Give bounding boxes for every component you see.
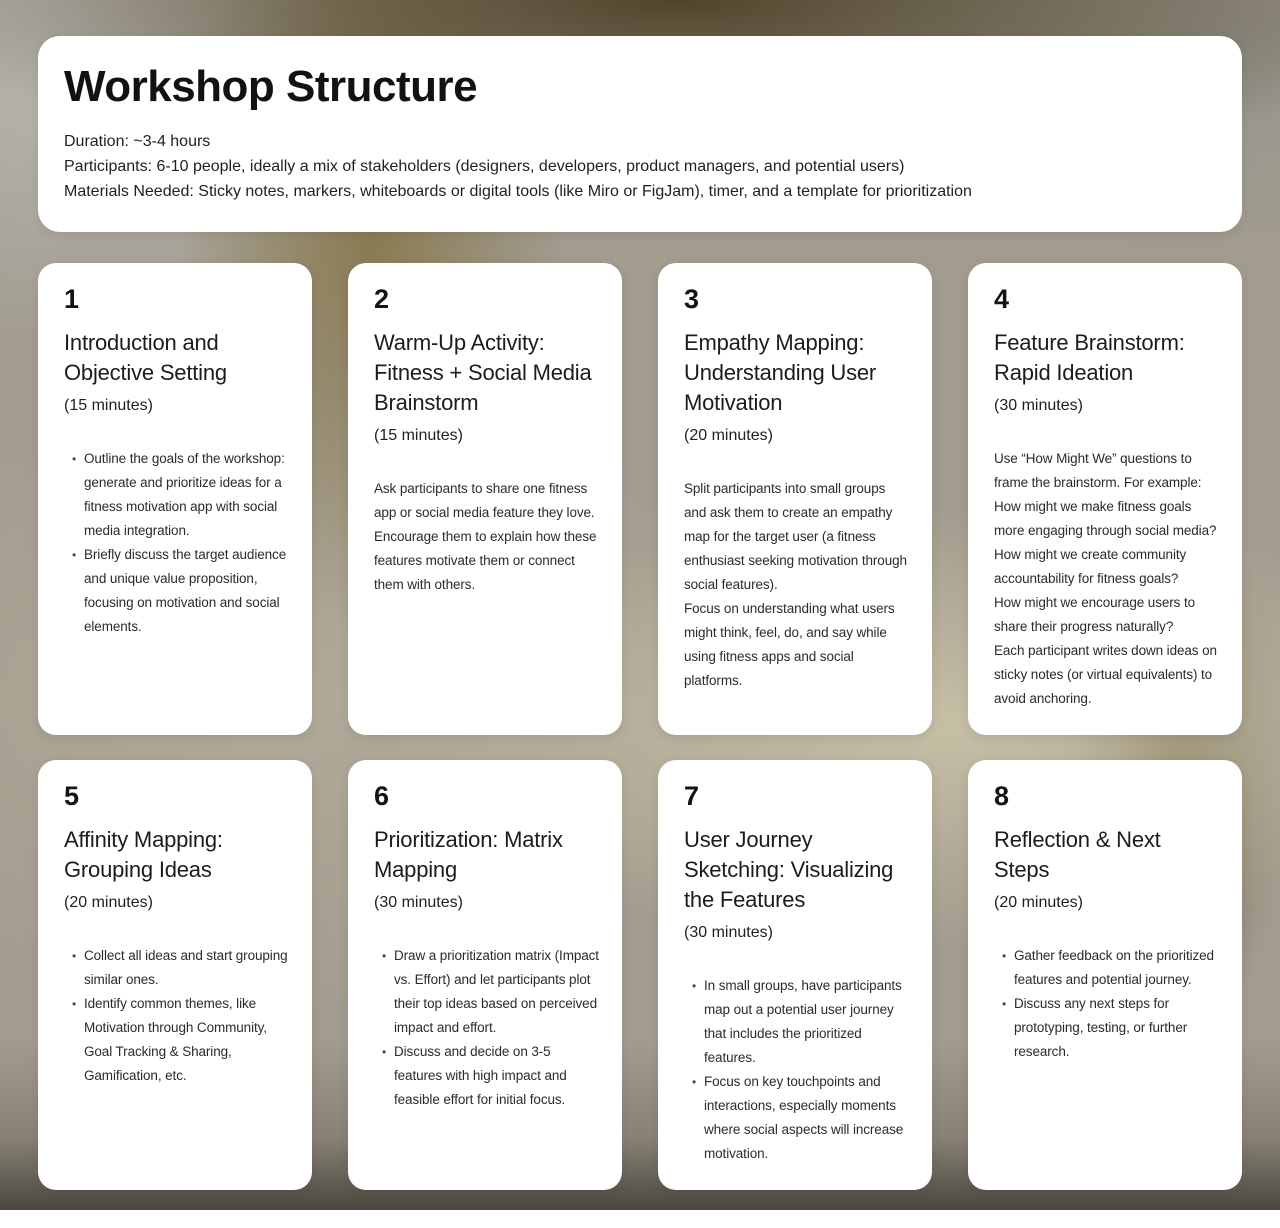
step-number: 7 — [684, 780, 700, 811]
step-title: Empathy Mapping: Understanding User Motivation — [684, 329, 877, 415]
steps-grid — [38, 263, 1242, 1189]
bullet-item: • In small groups, have participants map out a potential user journey that includes the prioritized features. — [692, 974, 910, 1070]
step-title: Warm-Up Activity: Fitness + Social Media Brainstorm — [374, 329, 592, 415]
step-bullet-list — [374, 944, 600, 1112]
step-bullet-list — [64, 447, 290, 639]
step-bullet-list — [64, 944, 290, 1088]
step-duration: (20 minutes) — [64, 893, 153, 911]
description-paragraph: How might we encourage users to share their progress naturally? — [994, 594, 1196, 634]
step-number: 2 — [374, 284, 390, 315]
step-number: 5 — [64, 780, 80, 811]
step-title: Feature Brainstorm: Rapid Ideation — [994, 329, 1185, 385]
description-paragraph: How might we create community accountability for fitness goals? — [994, 546, 1187, 586]
step-duration: (20 minutes) — [684, 426, 773, 444]
step-description — [374, 477, 600, 597]
step-description — [994, 447, 1220, 711]
bullet-item: • Briefly discuss the target audience and unique value proposition, focusing on motivation and social elements. — [72, 543, 290, 639]
bullet-item: • Focus on key touchpoints and interactions, especially moments where social aspects will increase motivation. — [692, 1070, 910, 1166]
bullet-item: • Discuss and decide on 3-5 features with high impact and feasible effort for initial focus. — [382, 1040, 600, 1112]
meta-duration: Duration: ~3-4 hours — [64, 133, 211, 151]
step-card-5 — [38, 760, 312, 1190]
bullet-item: • Collect all ideas and start grouping similar ones. — [72, 944, 290, 992]
meta-materials: Materials Needed: Sticky notes, markers, whiteboards or digital tools (like Miro or FigJam), timer, and a template for prioritization — [64, 183, 972, 201]
meta-participants: Participants: 6-10 people, ideally a mix of stakeholders (designers, developers, product managers, and potential users) — [64, 158, 905, 176]
description-paragraph: Ask participants to share one fitness app or social media feature they love. Encourage them to explain how these features motivate them or connect them with others. — [374, 480, 597, 592]
step-bullet-list — [994, 944, 1220, 1064]
description-paragraph: Use “How Might We” questions to frame the brainstorm. For example: — [994, 450, 1202, 490]
step-duration: (30 minutes) — [374, 893, 463, 911]
description-paragraph: Each participant writes down ideas on sticky notes (or virtual equivalents) to avoid anchoring. — [994, 642, 1217, 706]
bullet-item: • Outline the goals of the workshop: generate and prioritize ideas for a fitness motivation app with social media integration. — [72, 447, 290, 543]
bullet-item: • Draw a prioritization matrix (Impact vs. Effort) and let participants plot their top ideas based on perceived impact and effort. — [382, 944, 600, 1040]
step-title: User Journey Sketching: Visualizing the Features — [684, 826, 894, 912]
step-bullet-list — [684, 974, 910, 1166]
step-card-8 — [968, 760, 1242, 1190]
bullet-item: • Identify common themes, like Motivation through Community, Goal Tracking & Sharing, Gamification, etc. — [72, 992, 290, 1088]
step-title: Introduction and Objective Setting — [64, 329, 227, 385]
description-paragraph: How might we make fitness goals more engaging through social media? — [994, 498, 1217, 538]
step-card-2 — [348, 263, 622, 735]
step-card-6 — [348, 760, 622, 1190]
step-description — [684, 477, 910, 693]
step-title: Reflection & Next Steps — [994, 826, 1161, 882]
bullet-item: • Discuss any next steps for prototyping, testing, or further research. — [1002, 992, 1220, 1064]
step-number: 8 — [994, 780, 1010, 811]
description-paragraph: Focus on understanding what users might think, feel, do, and say while using fitness apps and social platforms. — [684, 600, 895, 688]
page-title: Workshop Structure — [64, 62, 478, 111]
step-card-3 — [658, 263, 932, 735]
step-duration: (30 minutes) — [994, 396, 1083, 414]
description-paragraph: Split participants into small groups and ask them to create an empathy map for the target user (a fitness enthusiast seeking motivation through social features). — [684, 480, 907, 592]
step-card-1 — [38, 263, 312, 735]
step-duration: (30 minutes) — [684, 923, 773, 941]
step-title: Prioritization: Matrix Mapping — [374, 826, 563, 882]
step-card-7 — [658, 760, 932, 1190]
step-duration: (15 minutes) — [64, 396, 153, 414]
step-number: 6 — [374, 780, 390, 811]
step-number: 3 — [684, 284, 700, 315]
step-card-4 — [968, 263, 1242, 735]
header-card — [38, 36, 1242, 232]
step-duration: (20 minutes) — [994, 893, 1083, 911]
step-title: Affinity Mapping: Grouping Ideas — [64, 826, 223, 882]
bullet-item: • Gather feedback on the prioritized features and potential journey. — [1002, 944, 1220, 992]
step-number: 4 — [994, 284, 1010, 315]
step-duration: (15 minutes) — [374, 426, 463, 444]
step-number: 1 — [64, 284, 80, 315]
